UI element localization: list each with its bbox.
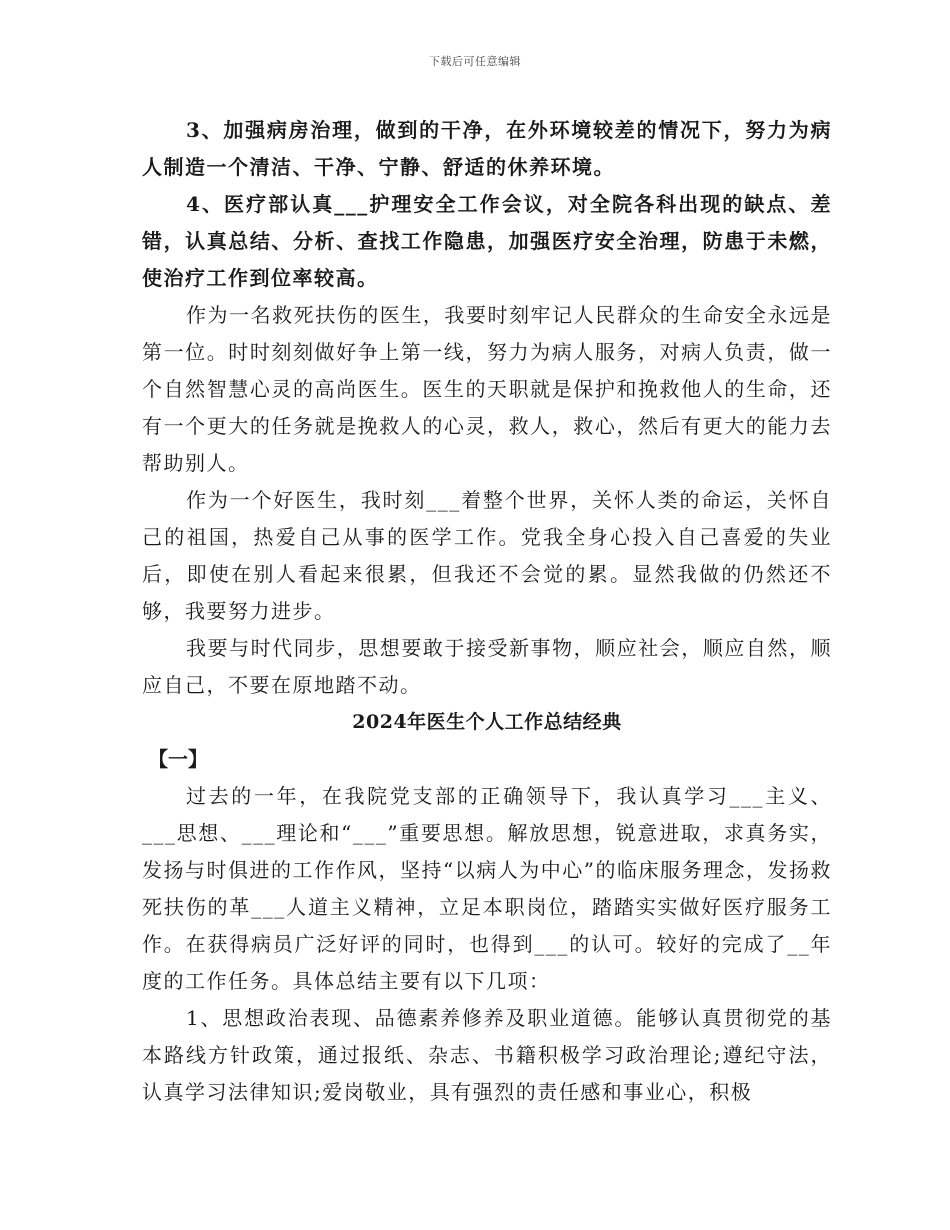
paragraph-keep-pace: 我要与时代同步，思想要敢于接受新事物，顺应社会，顺应自然，顺应自己，不要在原地踏不动。 xyxy=(142,636,832,697)
paragraph-good-doctor: 作为一个好医生，我时刻___着整个世界，关怀人类的命运，关怀自己的祖国，热爱自己从事的医学工作。党我全身心投入自己喜爱的失业后，即使在别人看起来很累，但我还不会觉的累。显然我做的仍然还不够，我要努力进步。 xyxy=(142,488,832,623)
section-mark: 【一】 xyxy=(148,747,208,771)
section-title: 2024年医生个人工作总结经典 xyxy=(352,711,622,733)
paragraph-item-4: 4、医疗部认真___护理安全工作会议，对全院各科出现的缺点、差错，认真总结、分析、查找工作隐患，加强医疗安全治理，防患于未燃，使治疗工作到位率较高。 xyxy=(142,192,832,290)
paragraph-doctor-duty: 作为一名救死扶伤的医生，我要时刻牢记人民群众的生命安全永远是第一位。时时刻刻做好争上第一线，努力为病人服务，对病人负责，做一个自然智慧心灵的高尚医生。医生的天职就是保护和挽救他人的生命，还有一个更大的任务就是挽救人的心灵，救人，救心，然后有更大的能力去帮助别人。 xyxy=(142,303,832,475)
paragraph-item-3: 3、加强病房治理，做到的干净，在外环境较差的情况下，努力为病人制造一个清洁、干净、宁静、舒适的休养环境。 xyxy=(142,118,832,179)
paragraph-summary-item-1: 1、思想政治表现、品德素养修养及职业道德。能够认真贯彻党的基本路线方针政策，通过报纸、杂志、书籍积极学习政治理论;遵纪守法，认真学习法律知识;爱岗敬业，具有强烈的责任感和事业心，积极 xyxy=(142,1006,832,1104)
paragraph-summary-intro: 过去的一年，在我院党支部的正确领导下，我认真学习___主义、___思想、___理论和“___”重要思想。解放思想，锐意进取，求真务实，发扬与时俱进的工作作风，坚持“以病人为中心”的临床服务理念，发扬救死扶伤的革___人道主义精神，立足本职岗位，踏踏实实做好医疗服务工作。在获得病员广泛好评的同时，也得到___的认可。较好的完成了__年度的工作任务。具体总结主要有以下几项： xyxy=(142,784,832,993)
document-body xyxy=(142,112,832,1111)
header-note: 下载后可任意编辑 xyxy=(429,55,521,68)
